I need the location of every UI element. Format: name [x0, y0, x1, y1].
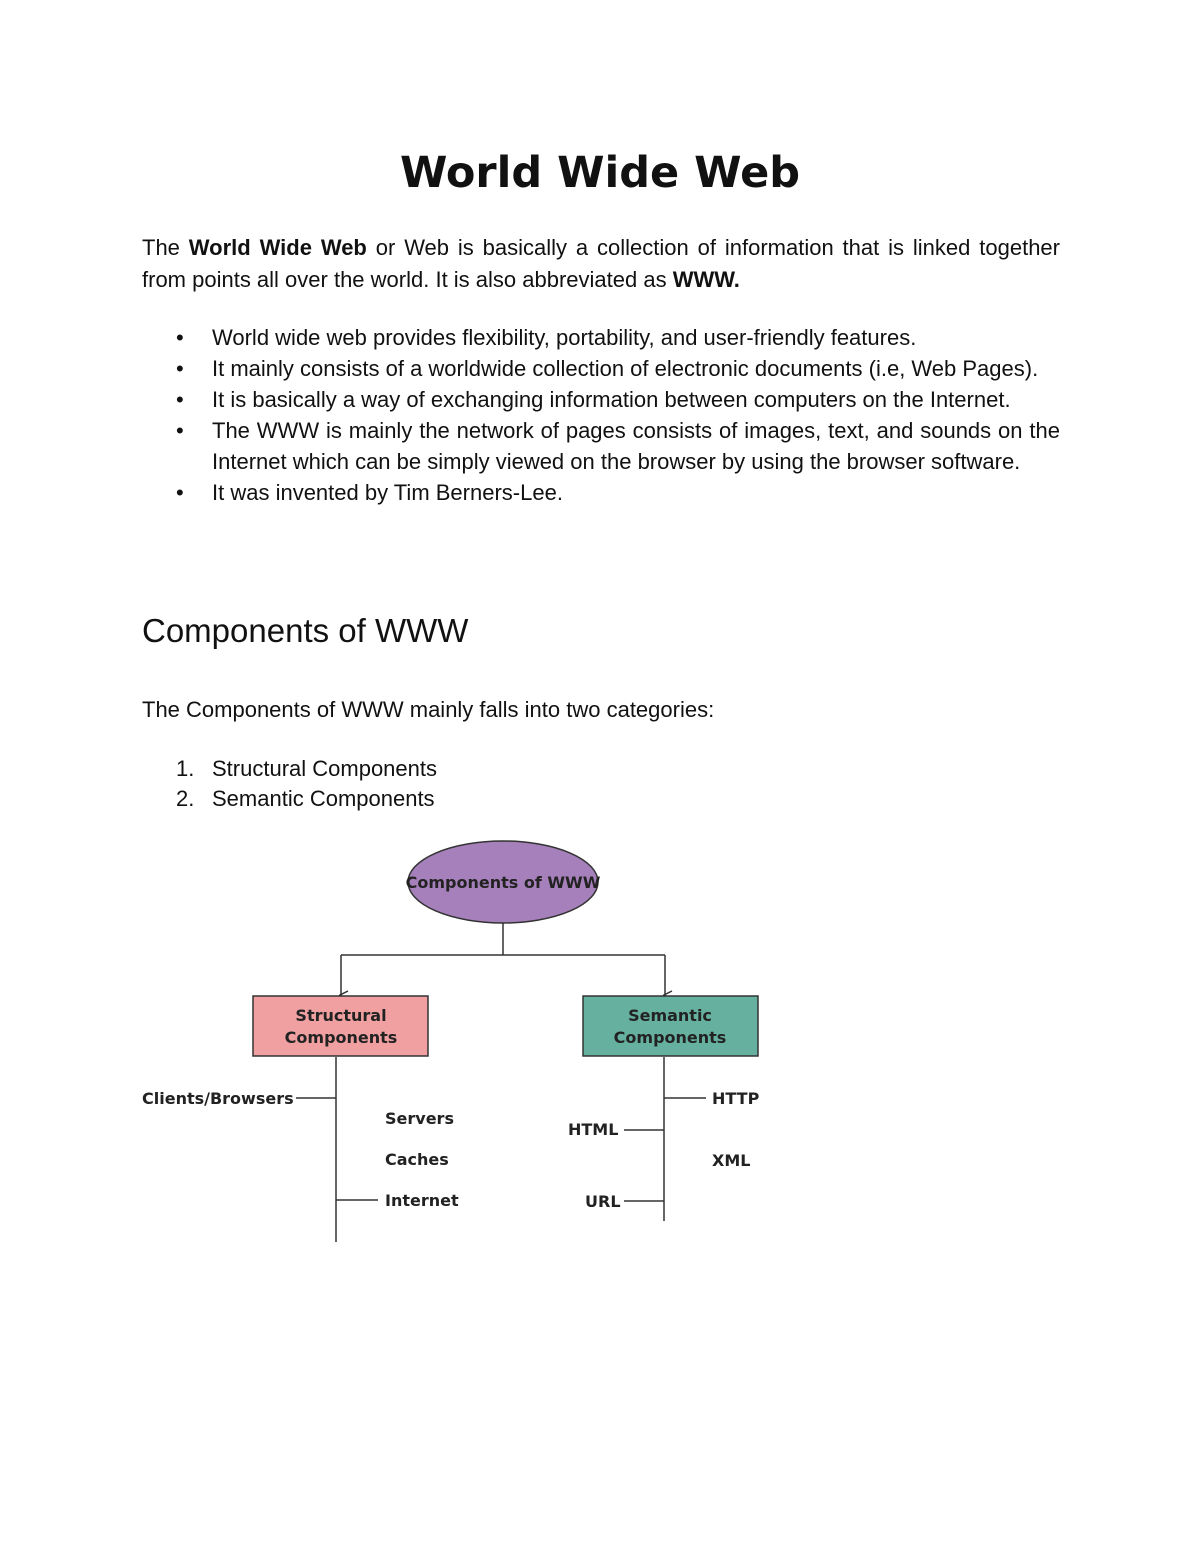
- structural-label-line1: Structural: [295, 1006, 387, 1025]
- semantic-branch-lines: [624, 1057, 706, 1221]
- intro-prefix: The: [142, 235, 189, 260]
- bullet-icon: •: [176, 418, 184, 443]
- intro-bold-term: World Wide Web: [188, 235, 367, 260]
- structural-components-box: [253, 996, 428, 1056]
- intro-abbreviation: WWW.: [672, 267, 740, 292]
- connector-lines: [341, 923, 665, 995]
- list-number: 2.: [176, 786, 195, 811]
- semantic-item: HTTP: [712, 1089, 760, 1108]
- bullet-icon: •: [176, 480, 184, 505]
- structural-item: Internet: [385, 1191, 459, 1210]
- list-item-text: Structural Components: [212, 756, 437, 781]
- list-number: 1.: [176, 756, 195, 781]
- semantic-item: HTML: [568, 1120, 619, 1139]
- list-item-text: It mainly consists of a worldwide collection of electronic documents (i.e, Web Pages).: [212, 356, 1039, 381]
- structural-item: Caches: [385, 1150, 449, 1169]
- structural-item: Servers: [385, 1109, 454, 1128]
- root-node-label: Components of WWW: [405, 873, 601, 892]
- list-item-text: It is basically a way of exchanging information between computers on the Internet.: [212, 387, 1011, 412]
- semantic-label-line1: Semantic: [628, 1006, 712, 1025]
- bullet-icon: •: [176, 387, 184, 412]
- bullet-icon: •: [176, 356, 184, 381]
- semantic-item: URL: [585, 1192, 621, 1211]
- list-item-text: It was invented by Tim Berners-Lee.: [212, 480, 563, 505]
- structural-branch-lines: [296, 1057, 378, 1242]
- bullet-icon: •: [176, 325, 184, 350]
- intro-middle: or Web is basically a collection of information that is linked together from points all over the world. It is also abbreviated as: [142, 235, 1060, 292]
- structural-item: Clients/Browsers: [142, 1089, 294, 1108]
- semantic-label-line2: Components: [613, 1028, 727, 1047]
- semantic-components-box: [583, 996, 758, 1056]
- semantic-item: XML: [712, 1151, 751, 1170]
- section-heading: Components of WWW: [142, 612, 469, 649]
- structural-label-line2: Components: [284, 1028, 398, 1047]
- page-title: World Wide Web: [399, 148, 801, 198]
- list-item-text: Semantic Components: [212, 786, 435, 811]
- list-item-text: World wide web provides flexibility, portability, and user-friendly features.: [212, 325, 917, 350]
- list-item-text: The WWW is mainly the network of pages consists of images, text, and sounds on the Internet which can be simply viewed on the browser by using the browser software.: [212, 418, 1060, 474]
- categories-intro: The Components of WWW mainly falls into two categories:: [142, 697, 715, 722]
